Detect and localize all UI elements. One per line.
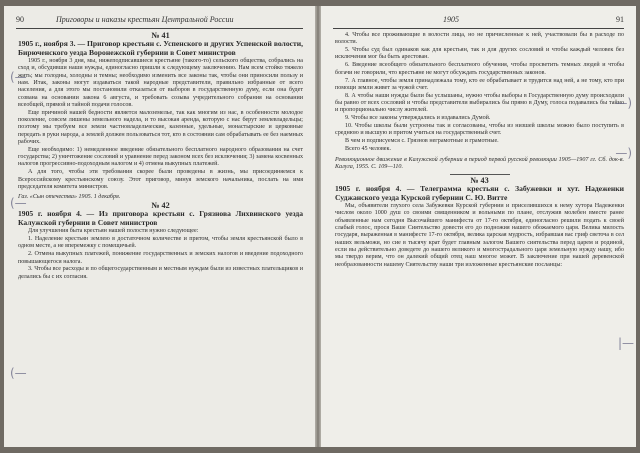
doc43-paragraph: Мы, объявители глухого села Забужевки Курской губернии и приселившихся к нему хутора Надеженки числом около 1000 душ со своими священником и вольными по плане, отслужив молебен вместе ранее объявленные нам сегодня Высочайшего манифеста от 17-го октября, единогласно решили подать к своей слабый голос, прося Ваше Сиятельство довести его до подножия нашего обожаемого царя. Велика милость государя, выраженная в манифесте 17-го октября, велика царская мудрость, избравшая вас гриф светоча в сел наших вельможи, но сие в тысячу крат будет главным залогом Вашего сиятельства перед царем и родиной, если вы действительно доведете до нашего великого и многострадального царя земельную нужду нашу, ибо мы твердо верим, что он далекий общий отец наш многое может. В заключение при нашей деревенской необразованности нашему Сиятельству наши три изложенные крестьянские посланцы:	[335, 203, 624, 268]
doc42-source: Революционное движение в Калужской губернии в период первой русской революции 1905—1907 гг. Сб. док-в. Калуга, 1955. С. 109—110.	[335, 156, 624, 170]
right-page	[321, 6, 636, 447]
doc41-number: № 41	[151, 31, 170, 40]
doc42-cont-paragraph: Всего 45 человек.	[345, 146, 391, 153]
pencil-bracket-mark: |—	[617, 336, 634, 350]
doc41-source: Газ. «Сын отечества» 1905. 1 декабря.	[18, 194, 121, 201]
section-separator	[450, 174, 510, 175]
doc41-paragraph: Еще причиной нашей бедности является малоземелье, так как многим из нас, в особенности молодое поколение, совсем лишены земельного надела, и то высокая аренда, которую с нас берут землевладельцы; поэтому мы требуем все земли частновладельческие, казенные, удельные, монастырские и церковные передать в руки народа, а землей должен пользоваться тот, кто в состоянии сам обрабатывать ее без наемных рабочих.	[18, 109, 303, 145]
doc42-number: № 42	[151, 201, 170, 211]
doc42-paragraph: 3. Чтобы все расходы и по общегосударственным и местным нуждам были из известных плательщиков и делались бы с их согласия.	[18, 266, 303, 280]
doc42-paragraph: 2. Отмена выкупных платежей, понижение государственных и земских налогов и введение подоходного повышающегося налога.	[18, 251, 303, 265]
pencil-bracket-mark: (—	[10, 70, 27, 84]
doc42-cont-paragraph: 9. Чтобы все законы утверждались и издавались Думой.	[345, 115, 491, 122]
doc42-paragraph: 1. Наделение крестьян землею в достаточном количестве и притом, чтобы земля крестьянской было в одном месте, а не вперемежку с помещичьей.	[18, 236, 303, 250]
doc42-paragraph: Для улучшения быта крестьян нашей полости нужно следующее:	[28, 228, 199, 235]
pencil-bracket-mark: —)	[615, 146, 632, 160]
doc43-number: № 43	[470, 176, 489, 186]
pencil-bracket-mark: —)	[615, 96, 632, 110]
doc42-cont-paragraph: 5. Чтобы суд был одинаков как для крестьян, так и для других сословий и чтобы каждый человек без исключения мог бы быть арестован.	[335, 47, 624, 61]
left-header-rule	[16, 28, 303, 29]
right-running-header	[333, 15, 624, 29]
doc41-paragraph: 1905 г., ноября 3 дня, мы, нижеподписавшиеся крестьяне (такого-то) сельского общества, собрались на сход и, обсудивши наши нужды, единогласно пришли к следующему заключению. Нам всем стойко тяжело жить; мы голодны, холодны и темны; необходимо изменить все законы так, чтобы они приносили пользу и нам. Итак, законы могут издаваться такой народные представители, правильно избранные от всего населения, а для этого мы постановили отказаться от выборов в государственную думу, если она будет созвана на основании закона 6 августа, и требовать созыва учредительного собрания на основании всеобщей, прямой и тайной подачи голосов.	[18, 58, 303, 108]
right-page-number: 91	[616, 15, 624, 24]
left-running-header	[16, 15, 303, 29]
doc42-cont-paragraph: 6. Введение всеобщего обязательного бесплатного обучения, чтобы просветить темных людей и чтобы богачи не говорили, что крестьяне не могут обсуждать государственных законов.	[335, 62, 624, 76]
doc42-cont-paragraph: 7. А главное, чтобы земля принадлежала тому, кто ее обрабатывает и трудится над ней, а не тому, кто при помощи земли живет за чужой счет.	[335, 77, 624, 91]
left-page-number: 90	[16, 15, 24, 24]
doc41-paragraph: Еще необходимо: 1) немедленное введение обязательного бесплатного народного образования на счет государства; 2) уничтожение сословий и уравнение перед законом всех без исключения; 3) замена косвенных налогов прогрессивно-подоходным налогом и 4) отмена выкупных платежей.	[18, 146, 303, 168]
pencil-bracket-mark: (—	[10, 196, 27, 210]
doc42-cont-paragraph: 8. А чтобы наши нужды были бы услышаны, нужно чтобы выборы в Государственную думу происходили бы равно от всех сословий и чтобы представители выбирались бы прямо в Думу, голоса подавались бы тайно и пропорционально числу жителей.	[335, 92, 624, 114]
doc43-title: 1905 г. ноября 4. — Телеграмма крестьян с. Забужевки и хут. Надеженки Суджанского уезда Курской губернии С. Ю. Витте	[335, 183, 624, 202]
pencil-bracket-mark: (—	[10, 366, 27, 380]
right-page-body	[335, 32, 624, 269]
right-running-head: 1905	[443, 15, 459, 24]
doc42-cont-paragraph: 10. Чтобы школы были устроены так и согласованы, чтобы из низшей школы можно было поступить в среднюю и высшую и притом учиться на государственный счет.	[335, 123, 624, 137]
doc42-cont-paragraph: 4. Чтобы все проживающие в волости лица, но не причисленные к ней, участвовали бы в расходе по волости.	[335, 32, 624, 46]
doc42-title: 1905 г. ноября 4. — Из приговора крестьян с. Грязнова Лихвинского уезда Калужской губернии в Совет министров	[18, 208, 303, 227]
left-page-body	[18, 32, 303, 282]
left-running-head: Приговоры и наказы крестьян Центральной России	[56, 15, 234, 24]
right-header-rule	[333, 28, 624, 29]
left-page	[4, 6, 315, 447]
doc42-cont-paragraph: В чем и подписуемся с. Грязнов неграмотные и грамотные.	[345, 138, 499, 145]
doc41-title: 1905 г., ноября 3. — Приговор крестьян с. Успенского и других Успенской волости, Бирюченского уезда Воронежской губернии в Совет министров	[18, 38, 303, 57]
doc41-paragraph: А для того, чтобы эти требования скорее были проведены в жизнь, мы присоединяемся к Всероссийскому крестьянскому союзу. Этот приговор, минуя земского начальника, послать на имя председателя комитета министров.	[18, 169, 303, 190]
